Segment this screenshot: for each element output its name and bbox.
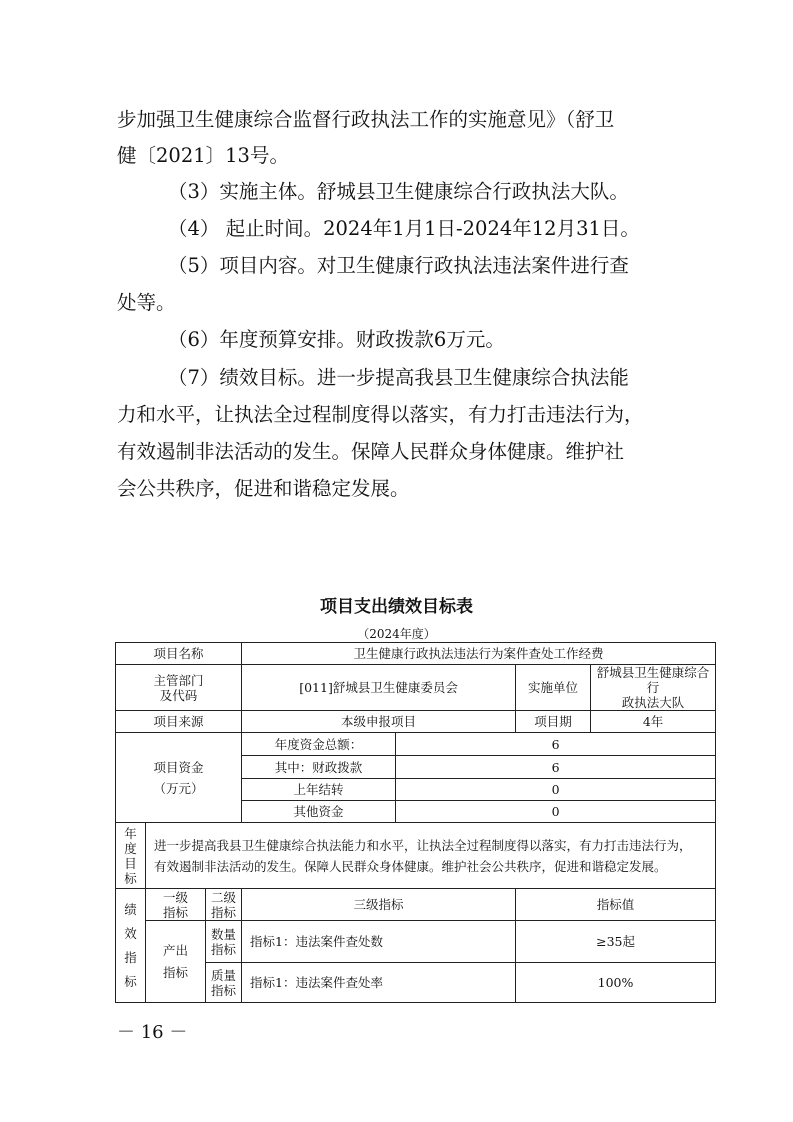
level2-header — [206, 889, 242, 921]
paragraph-line: （6）年度预算安排。财政拨款6万元。 — [168, 328, 505, 351]
level1-header — [146, 889, 206, 921]
value-header: 指标值 — [516, 889, 716, 921]
level2-line: 指标 — [211, 982, 237, 998]
output-label-line: 指标 — [162, 964, 188, 980]
paragraph-line: （4） 起止时间。2024年1月1日-2024年12月31日。 — [168, 217, 640, 240]
output-label-line: 产出 — [162, 942, 188, 958]
paragraph-line: 步加强卫生健康综合监督行政执法工作的实施意见》（舒卫 — [117, 108, 615, 131]
paragraph-line: （3）实施主体。舒城县卫生健康综合行政执法大队。 — [168, 180, 629, 203]
period-value: 4年 — [591, 711, 716, 733]
paragraph-line: 健〔2021〕13号。 — [117, 144, 289, 167]
indicator-label — [116, 889, 146, 1003]
paragraph-line: 力和水平，让执法全过程制度得以落实，有力打击违法行为， — [117, 403, 644, 426]
level2-cell — [206, 963, 242, 1003]
level3-cell: 指标1：违法案件查处率 — [242, 963, 516, 1003]
indicator-label-char: 绩 — [124, 901, 137, 917]
indicator-value: 100% — [516, 963, 716, 1003]
indicator-label-char: 指 — [124, 949, 137, 965]
level2-cell — [206, 921, 242, 963]
level2-line: 质量 — [211, 967, 237, 983]
indicator-value: ≥35起 — [516, 921, 716, 963]
source-value: 本级申报项目 — [242, 711, 516, 733]
table-row — [116, 733, 716, 756]
header-line: 一级 — [162, 889, 188, 905]
impl-value-line: 政执法大队 — [621, 695, 685, 710]
funds-label — [116, 733, 242, 823]
dept-label-line: 主管部门 — [153, 672, 204, 688]
indicator-label-char: 标 — [124, 973, 137, 989]
table-subtitle: （2024年度） — [357, 627, 436, 641]
annual-goal-label-char: 标 — [124, 870, 137, 886]
annual-goal-label-char: 度 — [124, 840, 137, 856]
impl-label: 实施单位 — [516, 665, 591, 711]
impl-value — [591, 665, 716, 711]
table-row — [116, 963, 716, 1003]
header-line: 二级 — [211, 889, 237, 905]
table-row — [116, 711, 716, 733]
annual-goal-label-char: 年 — [124, 825, 137, 841]
dept-label — [116, 665, 242, 711]
header-line: 指标 — [211, 904, 237, 920]
annual-goal-line: 有效遏制非法活动的发生。保障人民群众身体健康。维护社会公共秩序，促进和谐稳定发展。 — [154, 858, 667, 874]
table-row — [116, 889, 716, 921]
annual-goal-label-char: 目 — [124, 855, 137, 871]
level3-cell: 指标1：违法案件查处数 — [242, 921, 516, 963]
annual-goal-label — [116, 823, 146, 889]
paragraph-line: 有效遏制非法活动的发生。保障人民群众身体健康。维护社 — [117, 440, 625, 463]
level2-line: 数量 — [211, 926, 237, 942]
paragraph-line: （7）绩效目标。进一步提高我县卫生健康综合执法能 — [168, 366, 629, 389]
funds-label-line: 项目资金 — [153, 759, 204, 775]
fund-item-value: 0 — [396, 801, 716, 823]
paragraph-line: （5）项目内容。对卫生健康行政执法违法案件进行查 — [168, 254, 629, 277]
performance-target-table — [115, 642, 716, 1003]
fund-item-label: 上年结转 — [242, 779, 396, 801]
period-label: 项目期 — [516, 711, 591, 733]
impl-value-line: 舒城县卫生健康综合行 — [596, 665, 710, 695]
table-title: 项目支出绩效目标表 — [320, 597, 473, 617]
fund-item-value: 0 — [396, 779, 716, 801]
fund-item-value: 6 — [396, 756, 716, 779]
paragraph-line: 会公共秩序，促进和谐稳定发展。 — [117, 477, 410, 500]
output-indicator-label — [146, 921, 206, 1003]
paragraph-line: 处等。 — [117, 291, 176, 314]
annual-goal-text — [146, 823, 716, 889]
funds-label-line: （万元） — [153, 780, 204, 796]
fund-item-value: 6 — [396, 733, 716, 756]
source-label: 项目来源 — [116, 711, 242, 733]
project-name-label: 项目名称 — [116, 643, 242, 665]
project-name-value: 卫生健康行政执法违法行为案件查处工作经费 — [242, 643, 716, 665]
header-line: 指标 — [162, 904, 188, 920]
table-row — [116, 823, 716, 889]
indicator-label-char: 效 — [124, 925, 137, 941]
table-row — [116, 665, 716, 711]
dept-value: [011]舒城县卫生健康委员会 — [242, 665, 516, 711]
fund-item-label: 年度资金总额： — [242, 733, 396, 756]
fund-item-label: 其中：财政拨款 — [242, 756, 396, 779]
dept-label-line: 及代码 — [159, 687, 198, 703]
level3-header: 三级指标 — [242, 889, 516, 921]
level2-line: 指标 — [211, 941, 237, 957]
page-number: － 16 － — [117, 1022, 188, 1043]
table-row — [116, 921, 716, 963]
table-row — [116, 643, 716, 665]
fund-item-label: 其他资金 — [242, 801, 396, 823]
annual-goal-line: 进一步提高我县卫生健康综合执法能力和水平，让执法全过程制度得以落实，有力打击违法行为， — [154, 837, 692, 853]
